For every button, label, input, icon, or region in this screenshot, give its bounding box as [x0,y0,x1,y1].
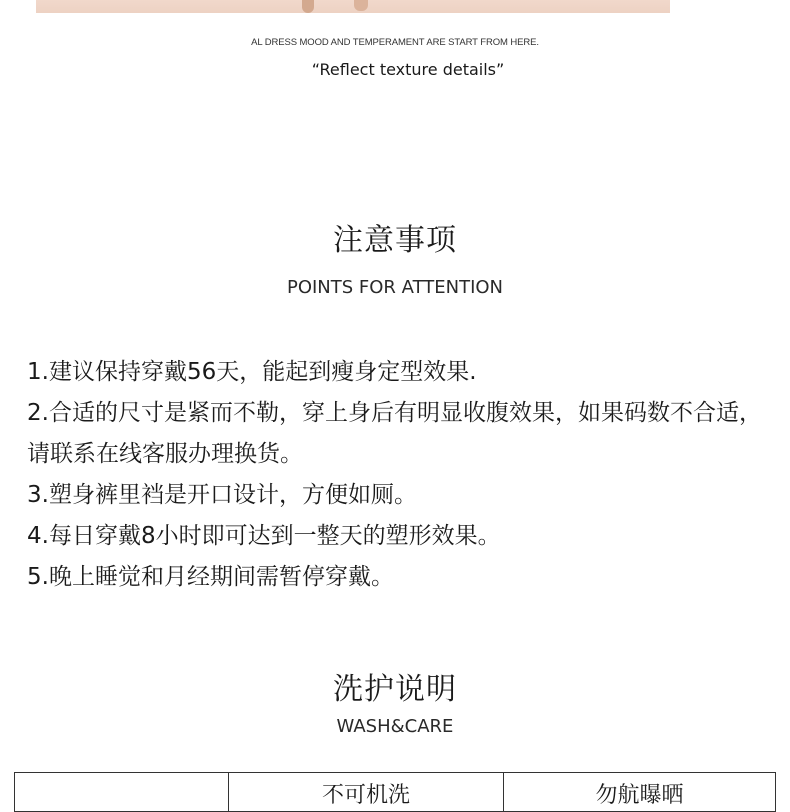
table-cell: 不可机洗 [229,773,504,811]
attention-subtitle: POINTS FOR ATTENTION [286,277,504,298]
wash-care-subtitle: WASH&CARE [336,716,454,737]
photo-detail [302,0,314,13]
wash-care-title: 洗护说明 [333,672,457,707]
list-item: 1.建议保持穿戴56天，能起到瘦身定型效果. [27,359,477,385]
wash-care-table [14,772,776,812]
attention-title: 注意事项 [333,223,457,258]
list-item: 5.晚上睡觉和月经期间需暂停穿戴。 [27,564,394,590]
table-cell [15,773,229,811]
tagline: AL DRESS MOOD AND TEMPERAMENT ARE START FROM HERE. [251,37,539,48]
list-item: 2.合适的尺寸是紧而不勒，穿上身后有明显收腹效果，如果码数不合适，请联系在线客服办理换货。 [27,400,762,467]
list-item: 3.塑身裤里裆是开口设计，方便如厕。 [27,482,417,508]
quote-text: “Reflect texture details” [311,60,505,79]
photo-detail [354,0,368,11]
attention-list [27,352,767,598]
table-cell: 勿航曝晒 [595,783,684,808]
list-item: 4.每日穿戴8小时即可达到一整天的塑形效果。 [27,523,501,549]
product-photo-bottom-edge [36,0,670,13]
